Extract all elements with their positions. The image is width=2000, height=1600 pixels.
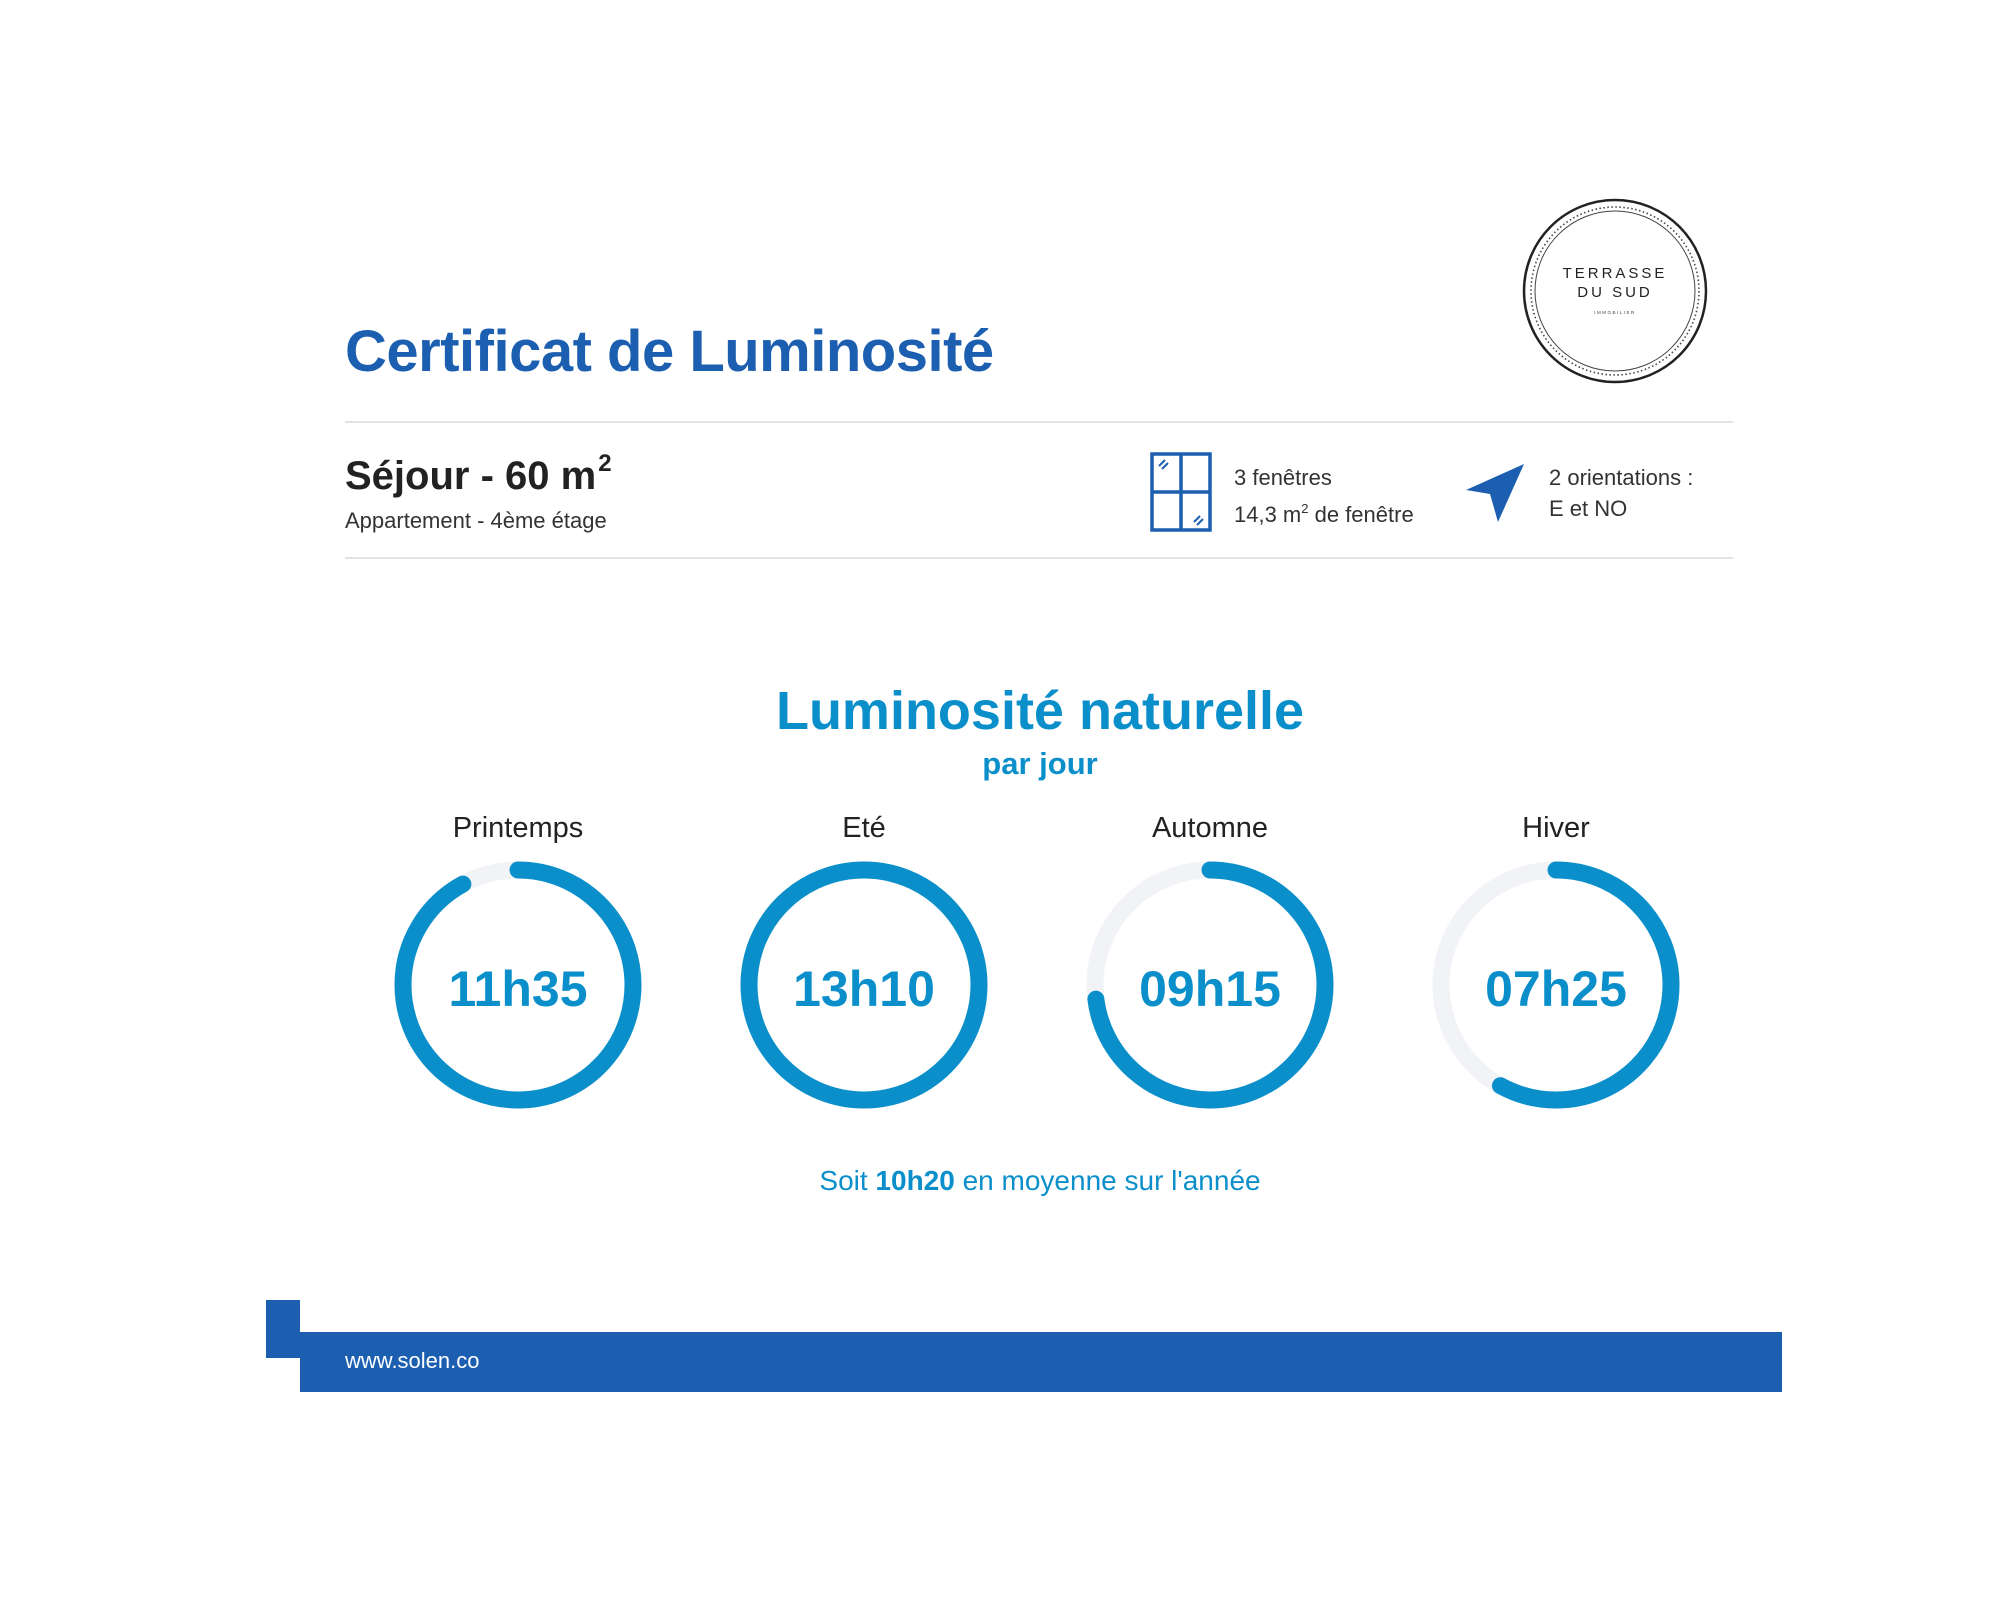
logo-line3: IMMOBILIER [1594,310,1636,315]
room-subtitle: Appartement - 4ème étage [345,508,607,533]
page-title: Certificat de Luminosité [345,319,994,384]
average-value: 10h20 [875,1165,955,1196]
terrasse-du-sud-logo [1520,196,1710,386]
top-divider [345,421,1733,423]
season-label-ete: Eté [842,812,886,844]
yearly-average [0,1165,2000,1197]
section-subheading: par jour [982,746,1098,781]
section-heading: Luminosité naturelle [775,681,1305,741]
orientation-directions: E et NO [1549,496,1628,521]
season-value-printemps: 11h35 [448,961,588,1017]
season-value-hiver: 07h25 [1485,961,1627,1017]
bottom-divider [345,557,1733,559]
windows-area-value: 14,3 m [1234,502,1302,527]
windows-count: 3 fenêtres [1234,465,1332,490]
season-label-hiver: Hiver [1522,812,1590,844]
room-title-text: Séjour - 60 m [345,454,597,498]
windows-area-suffix: de fenêtre [1308,502,1414,527]
windows-area-exponent: 2 [1301,501,1309,516]
season-label-automne: Automne [1151,812,1269,844]
windows-area [1234,493,1414,530]
season-value-automne: 09h15 [1139,961,1281,1017]
window-icon [1150,452,1212,532]
season-label-printemps: Printemps [452,812,584,844]
footer-bar [300,1332,1782,1392]
logo-line1: TERRASSE [1562,265,1668,282]
average-prefix: Soit [819,1165,876,1196]
navigation-arrow-icon [1462,460,1528,526]
season-value-ete: 13h10 [793,961,935,1017]
footer-url[interactable]: www.solen.co [345,1348,480,1373]
logo-line2: DU SUD [1577,284,1653,301]
room-title [345,450,612,499]
average-suffix: en moyenne sur l'année [954,1165,1261,1196]
orientation-count: 2 orientations : [1549,465,1694,490]
footer-accent [266,1300,300,1358]
room-title-exponent: 2 [598,450,612,477]
